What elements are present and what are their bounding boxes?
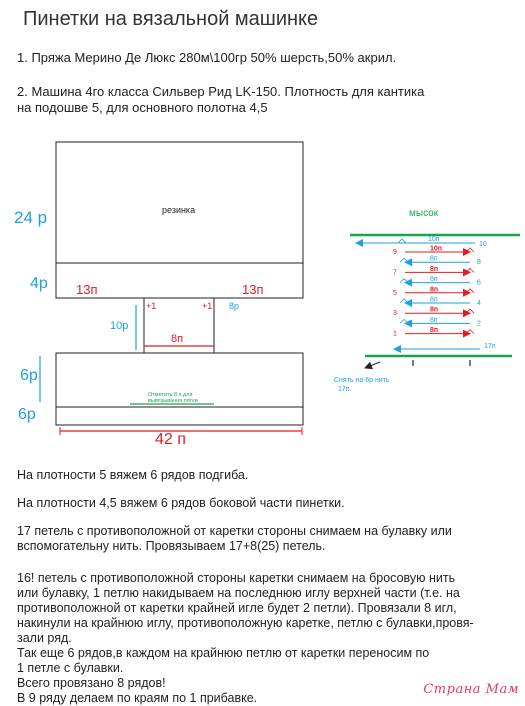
p4-line: Всего провязано 8 рядов! — [17, 676, 166, 690]
toe-caption-2: 17п. — [338, 386, 352, 393]
lower-panel — [56, 353, 303, 425]
toe-10p: 10п — [428, 236, 440, 243]
toe-row-wrap-mark — [466, 268, 474, 272]
toe-row-label: 8п — [430, 255, 438, 263]
toe-rows — [393, 246, 481, 338]
toe-row-wrap-mark — [466, 330, 474, 334]
toe-17p: 17п — [484, 343, 496, 350]
toe-row-number: 7 — [393, 269, 397, 277]
toe-row-label: 8п — [430, 276, 438, 284]
heel-panel — [110, 298, 239, 353]
dim-13p-left: 13п — [76, 282, 98, 297]
toe-row-wrap-mark — [466, 289, 474, 293]
p3-line: вспомогательну нить. Провязываем 17+8(25) петель. — [17, 539, 326, 553]
toe-schema — [334, 208, 520, 393]
toe-row-wrap-mark — [400, 319, 408, 323]
toe-row-wrap-mark — [466, 309, 474, 313]
dim-42p: 42 п — [155, 431, 186, 448]
p4-line: Так еще 6 рядов,в каждом на крайнюю петлю от каретки переносим по — [17, 646, 430, 660]
toe-row-wrap-mark — [466, 248, 474, 252]
toe-caption-1: Снять на 6р нить — [334, 377, 390, 384]
machine-line-1: 2. Машина 4го класса Сильвер Рид LK-150. Плотность для кантика — [17, 84, 425, 99]
paragraph-hem: На плотности 5 вяжем 6 рядов подгиба. — [17, 468, 249, 482]
toe-row-number: 5 — [393, 289, 397, 297]
toe-row-10: 10 — [479, 241, 487, 248]
machine-line-2: на подошве 5, для основного полотна 4,5 — [17, 100, 268, 115]
p4-line: зали ряд. — [17, 631, 72, 645]
toe-row-wrap-mark — [400, 258, 408, 262]
toe-row-label: 8п — [430, 327, 439, 335]
heel-note-2: вывязывания пятки — [148, 398, 198, 404]
toe-row-wrap-mark — [400, 299, 408, 303]
dim-13p-right: 13п — [242, 282, 264, 297]
dim-24r: 24 р — [14, 208, 48, 227]
dim-6r-bottom: 6р — [18, 406, 36, 423]
toe-row-label: 8п — [430, 265, 439, 273]
toe-row-wrap-mark — [400, 279, 408, 283]
toe-row-label: 8п — [430, 296, 438, 304]
dim-8r: 8р — [229, 301, 240, 311]
toe-row-number: 4 — [477, 300, 481, 307]
upper-panel — [56, 142, 303, 298]
dim-10r: 10р — [110, 320, 129, 332]
machine-line — [17, 84, 424, 116]
p4-line: накинули на крайнюю иглу, противоположную каретке, петлю с булавки,провя- — [17, 616, 474, 630]
toe-title: мысок — [409, 208, 439, 219]
p4-line: В 9 ряду делаем по краям по 1 прибавке. — [17, 691, 258, 705]
plus1-right: +1 — [202, 301, 213, 311]
p4-line: или булавку, 1 петлю накидываем на последнюю иглу верхней части (т.е. на — [17, 586, 460, 600]
knitting-diagram — [0, 130, 525, 450]
toe-row-number: 3 — [393, 310, 397, 318]
yarn-line: 1. Пряжа Мерино Де Люкс 280м\100гр 50% шерсть,50% акрил. — [17, 50, 397, 65]
toe-row-label: 8п — [430, 286, 439, 294]
paragraph-stitches-17 — [17, 524, 452, 554]
watermark-logo: Страна Мам — [423, 682, 519, 697]
dim-8p: 8п — [171, 333, 184, 345]
toe-row-number: 1 — [393, 330, 397, 338]
paragraph-side: На плотности 4,5 вяжем 6 рядов боковой части пинетки. — [17, 496, 345, 510]
toe-row-number: 9 — [393, 249, 397, 256]
toe-row-label: 10п — [430, 245, 443, 253]
toe-row-number: 6 — [477, 279, 481, 287]
rezinka-label: резинка — [162, 205, 196, 215]
toe-row-number: 2 — [477, 320, 481, 328]
p4-line: 16! петель с противоположной стороны каретки снимаем на бросовую нить — [17, 571, 456, 585]
toe-row-label: 8п — [430, 306, 439, 314]
heel-note-1: Отметить 8 п для — [148, 392, 193, 398]
p4-line: противоположной от каретки крайней игле будет 2 петли). Провязали 8 игл, — [17, 601, 457, 615]
dim-4r: 4р — [30, 275, 48, 292]
toe-row-number: 8 — [477, 259, 481, 267]
p3-line: 17 петель с противоположной от каретки стороны снимаем на булавку или — [17, 524, 452, 538]
plus1-left: +1 — [146, 301, 157, 311]
paragraph-stitches-16 — [17, 571, 474, 706]
p4-line: 1 петле с булавки. — [17, 661, 124, 675]
toe-row-label: 8п — [430, 316, 438, 324]
dim-6r-top: 6р — [20, 367, 38, 384]
page-title: Пинетки на вязальной машинке — [23, 8, 319, 30]
